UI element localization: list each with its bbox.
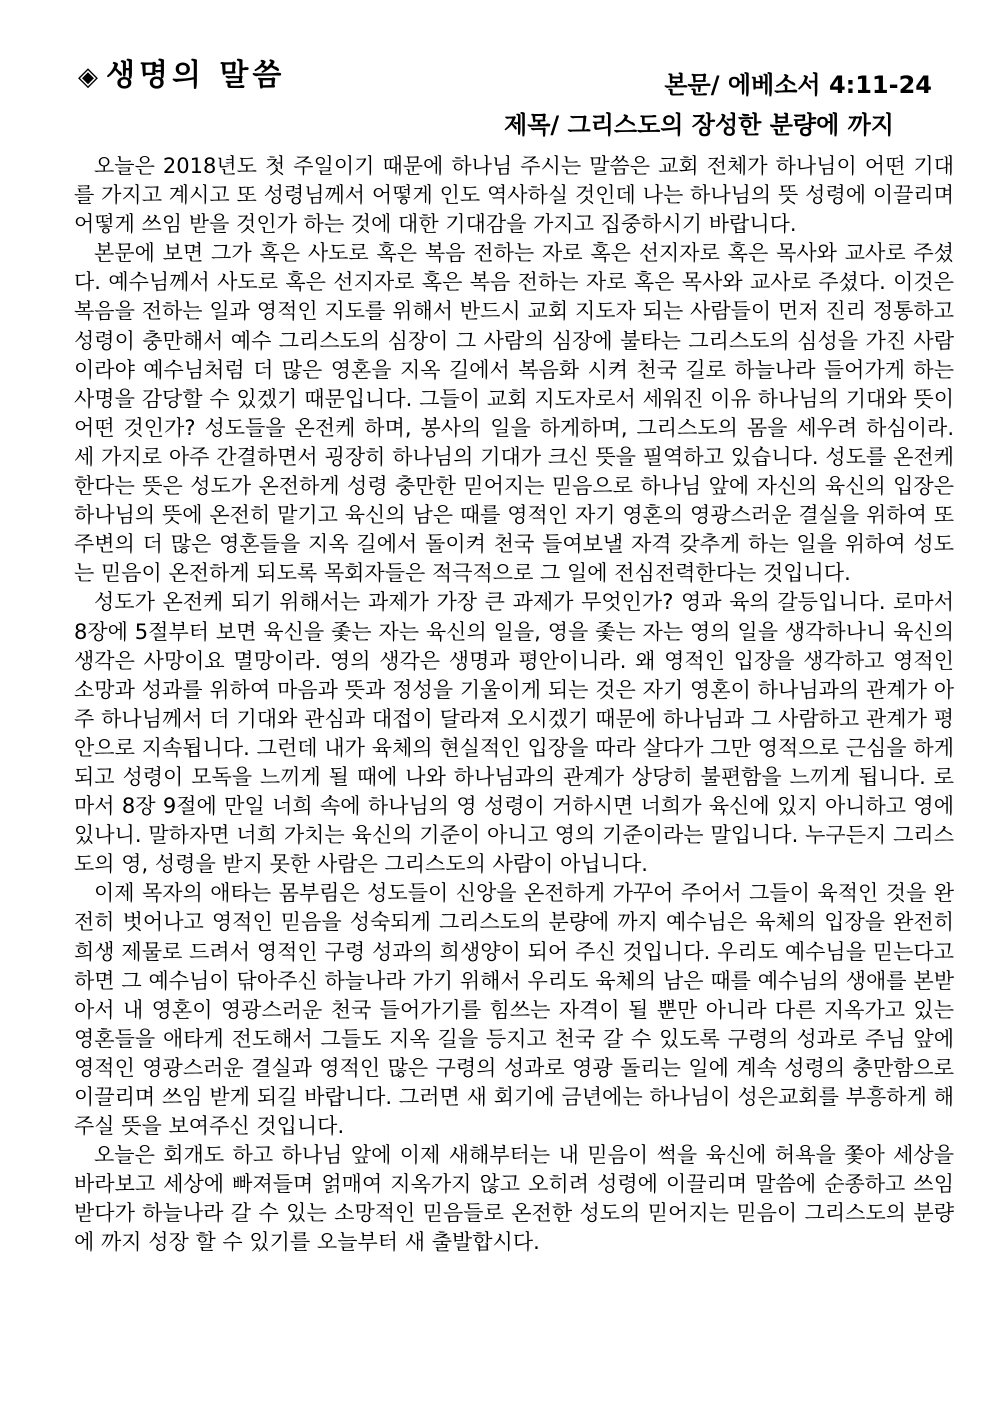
paragraph: 본문에 보면 그가 혹은 사도로 혹은 복음 전하는 자로 혹은 선지자로 혹은 목사와 교사로 주셨다. 예수님께서 사도로 혹은 선지자로 혹은 복음 전하는 자로 혹은 목사와 교사로 주셨다. 이것은 복음을 전하는 일과 영적인 지도를 위해서 반드시 교회 지도자 되는 사람들이 먼저 진리 정통하고 성령이 충만해서 예수 그리스도의 심장이 그 사람의 심장에 불타는 그리스도의 심성을 가진 사람이라야 예수님처럼 더 많은 영혼을 지옥 길에서 복음화 시켜 천국 길로 하늘나라 들어가게 하는 사명을 감당할 수 있겠기 때문입니다. 그들이 교회 지도자로서 세워진 이유 하나님의 기대와 뜻이 어떤 것인가? 성도들을 온전케 하며, 봉사의 일을 하게하며, 그리스도의 몸을 세우려 하심이라. 세 가지로 아주 간결하면서 굉장히 하나님의 기대가 크신 뜻을 필역하고 있습니다. 성도를 온전케 한다는 뜻은 성도가 온전하게 성령 충만한 믿어지는 믿음으로 하나님 앞에 자신의 육신의 입장은 하나님의 뜻에 온전히 맡기고 육신의 남은 때를 영적인 자기 영혼의 영광스러운 결실을 위하여 또 주변의 더 많은 영혼들을 지옥 길에서 돌이켜 천국 들여보낼 자격 갖추게 하는 일을 위하여 성도는 믿음이 온전하게 되도록 목회자들은 적극적으로 그 일에 전심전력한다는 것입니다. [74,241,954,586]
paragraph: 오늘은 회개도 하고 하나님 앞에 이제 새해부터는 내 믿음이 썩을 육신에 허욕을 쫓아 세상을 바라보고 세상에 빠져들며 얽매여 지옥가지 않고 오히려 성령에 이끌리며 말씀에 순종하고 쓰임 받다가 하늘나라 갈 수 있는 소망적인 믿음들로 온전한 성도의 믿어지는 믿음이 그리스도의 분량에 까지 성장 할 수 있기를 오늘부터 새 출발합시다. [74,1143,954,1255]
title-text: 생명의 말씀 [106,58,286,93]
paragraph: 성도가 온전케 되기 위해서는 과제가 가장 큰 과제가 무엇인가? 영과 육의 갈등입니다. 로마서 8장에 5절부터 보면 육신을 좇는 자는 육신의 일을, 영을 좇는 자는 영의 일을 생각하나니 육신의 생각은 사망이요 멸망이라. 영의 생각은 생명과 평안이니라. 왜 영적인 입장을 생각하고 영적인 소망과 성과를 위하여 마음과 뜻과 정성을 기울이게 되는 것은 자기 영혼이 하나님과의 관계가 아주 하나님께서 더 기대와 관심과 대접이 달라져 오시겠기 때문에 하나님과 그 사람하고 관계가 평안으로 지속됩니다. 그런데 내가 육체의 현실적인 입장을 따라 살다가 그만 영적으로 근심을 하게 되고 성령이 모독을 느끼게 될 때에 나와 하나님과의 관계가 상당히 불편함을 느끼게 됩니다. 로마서 8장 9절에 만일 너희 속에 하나님의 영 성령이 거하시면 너희가 육신에 있지 아니하고 영에 있나니. 말하자면 너희 가치는 육신의 기준이 아니고 영의 기준이라는 말입니다. 누구든지 그리스도의 영, 성령을 받지 못한 사람은 그리스도의 사람이 아닙니다. [74,590,954,877]
scripture-reference: 본문/ 에베소서 4:11-24 [664,71,932,99]
page-title [78,56,285,97]
sermon-body [74,152,954,1258]
paragraph: 오늘은 2018년도 첫 주일이기 때문에 하나님 주시는 말씀은 교회 전체가 하나님이 어떤 기대를 가지고 계시고 또 성령님께서 어떻게 인도 역사하실 것인데 나는 하나님의 뜻 성령에 이끌리며 어떻게 쓰임 받을 것인가 하는 것에 대한 기대감을 가지고 집중하시기 바랍니다. [74,154,954,237]
paragraph: 이제 목자의 애타는 몸부림은 성도들이 신앙을 온전하게 가꾸어 주어서 그들이 육적인 것을 완전히 벗어나고 영적인 믿음을 성숙되게 그리스도의 분량에 까지 예수님은 육체의 입장을 완전히 희생 제물로 드려서 영적인 구령 성과의 희생양이 되어 주신 것입니다. 우리도 예수님을 믿는다고 하면 그 예수님이 닦아주신 하늘나라 가기 위해서 우리도 육체의 남은 때를 예수님의 생애를 본받아서 내 영혼이 영광스러운 천국 들어가기를 힘쓰는 자격이 될 뿐만 아니라 다른 지옥가고 있는 영혼들을 애타게 전도해서 그들도 지옥 길을 등지고 천국 갈 수 있도록 구령의 성과로 주님 앞에 영적인 영광스러운 결실과 영적인 많은 구령의 성과로 영광 돌리는 일에 계속 성령의 충만함으로 이끌리며 쓰임 받게 되길 바랍니다. 그러면 새 회기에 금년에는 하나님이 성은교회를 부흥하게 해 주실 뜻을 보여주신 것입니다. [74,881,954,1139]
sermon-subject: 제목/ 그리스도의 장성한 분량에 까지 [504,111,894,139]
diamond-icon: ◈ [78,62,102,92]
